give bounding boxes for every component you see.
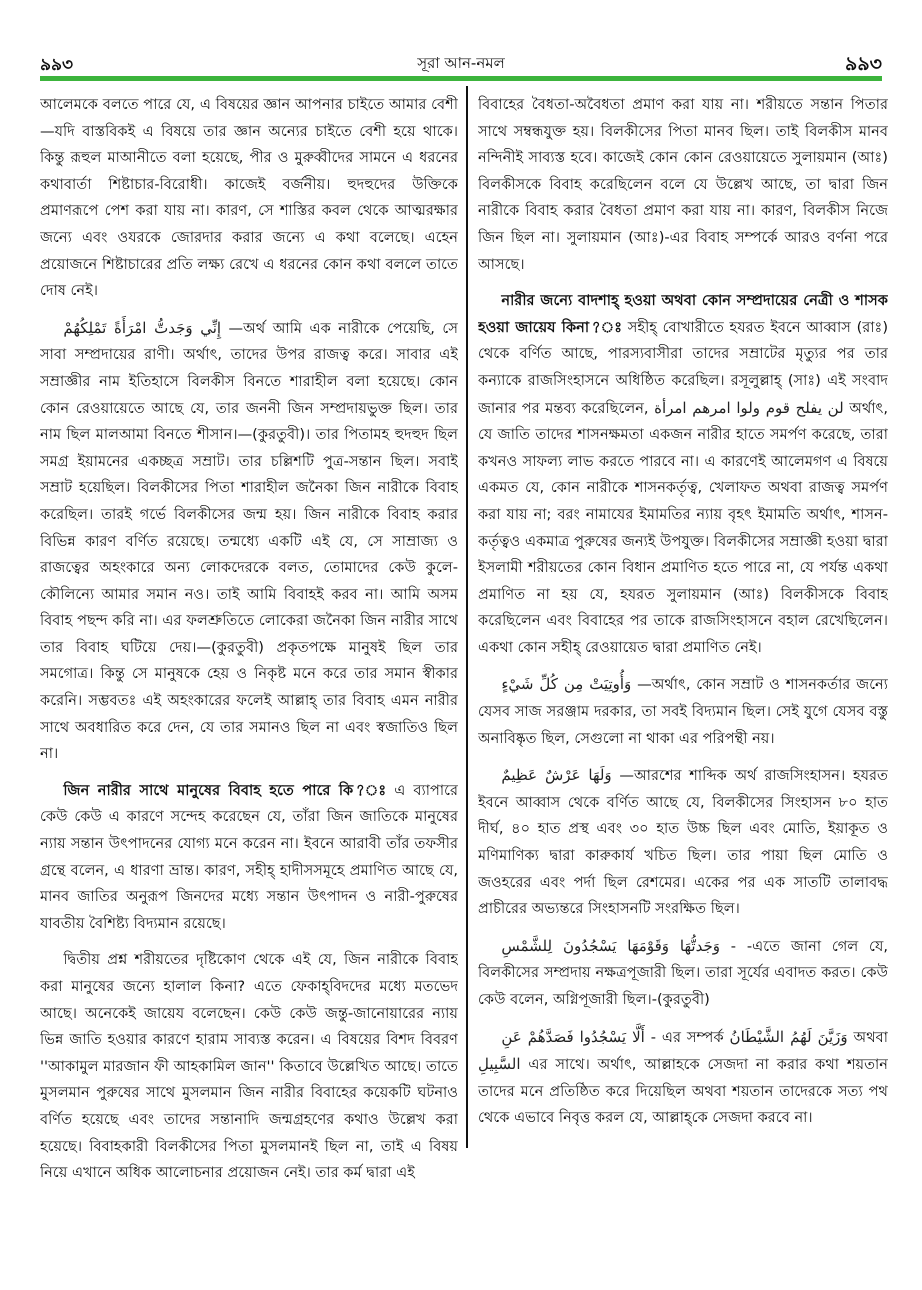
left-column — [40, 92, 458, 1272]
paragraph-text: দ্বিতীয় প্রশ্ন শরীয়তের দৃষ্টিকোণ থেকে এই যে, জিন নারীকে বিবাহ করা মানুষের জন্যে হালাল কিনা? এতে ফেকাহ্‌বিদদের মধ্যে মতভেদ আছে। অনেকেই জায়েয বলেছেন। কেউ কেউ জন্তু-জানোয়ারের ন্যায় ভিন্ন জাতি হওয়ার কারণে হারাম সাব্যস্ত করেন। এ বিষয়ের বিশদ বিবরণ ''আকামুল মারজান ফী আহকামিল জান'' কিতাবে উল্লেখিত আছে। তাতে মুসলমান পুরুষের সাথে মুসলমান জিন নারীর বিবাহের কয়েকটি ঘটনাও বর্ণিত হয়েছে এবং তাদের সন্তানাদি জন্মগ্রহণের কথাও উল্লেখ করা হয়েছে। বিবাহকারী বিলকীসের পিতা মুসলমানই ছিল না, তাই এ বিষয় নিয়ে এখানে অধিক আলোচনার প্রয়োজন নেই। তার কর্ম দ্বারা এই — [40, 951, 458, 1182]
header-rule — [40, 76, 882, 81]
paragraph — [478, 762, 888, 923]
paragraph — [40, 947, 458, 1186]
right-column — [478, 92, 888, 1272]
paragraph-text: - -এতে জানা গেল যে, বিলকীসের সম্প্রদায় নক্ষত্রপূজারী ছিল। তারা সূর্যের এবাদত করত। কেউ কেউ বলেন, অগ্নিপূজারী ছিল।-(কুরতুবী) — [478, 937, 888, 1008]
paragraph-text: সহীহ্ বোখারীতে হযরত ইবনে আব্বাস (রাঃ) থেকে বর্ণিত আছে, পারস্যবাসীরা তাদের সম্রাটের মৃত্যুর পর তার কন্যাকে রাজসিংহাসনে অধিষ্ঠিত করেছিল। রসূলুল্লাহ্ (সাঃ) এই সংবাদ জানার পর মন্তব্য করেছিলেন, — [478, 318, 888, 417]
paragraph — [478, 92, 888, 278]
paragraph-text: —অর্থাৎ, কোন সম্রাট ও শাসনকর্তার জন্যে যেসব সাজ সরঞ্জাম দরকার, তা সবই বিদ্যমান ছিল। সেই যুগে যেসব বস্তু অনাবিষ্কৃত ছিল, সেগুলো না থাকা এর পরিপন্থী নয়। — [478, 676, 888, 747]
arabic-verse: فَصَدَّهُمْ عَنِ — [501, 1027, 574, 1046]
paragraph — [40, 778, 458, 938]
paragraph-text: —অর্থ আমি এক নারীকে পেয়েছি, সে সাবা সম্প্রদায়ের রাণী। অর্থাৎ, তাদের উপর রাজত্ব করে। সাবার এই সম্রাজ্ঞীর নাম ইতিহাসে বিলকীস বিনতে শারাহীল বলা হয়েছে। কোন কোন রেওয়ায়েতে আছে যে, তার জননী জিন সম্প্রদায়ভুক্ত ছিল। তার নাম ছিল মালআমা বিনতে শীসান।—(কুরতুবী)। তার পিতামহ হুদহুদ ছিল সমগ্র ইয়ামনের একচ্ছত্র সম্রাট। তার চল্লিশটি পুত্র-সন্তান ছিল। সবাই সম্রাট হয়েছিল। বিলকীসের পিতা শারাহীল জনৈকা জিন নারীকে বিবাহ করেছিল। তারই গর্ভে বিলকীসের জন্ম হয়। জিন নারীকে বিবাহ করার বিভিন্ন কারণ বর্ণিত রয়েছে। তন্মধ্যে একটি এই যে, সে সাম্রাজ্য ও রাজত্বের অহংকারে অন্য লোকদেরকে বলত, তোমাদের কেউ কুলে-কৌলিন্যে আমার সমান নও। তাই আমি বিবাহই করব না। আমি অসম বিবাহ পছন্দ করি না। এর ফলশ্রুতিতে লোকেরা জনৈকা জিন নারীর সাথে তার বিবাহ ঘটিয়ে দেয়।—(কুরতুবী) প্রকৃতপক্ষে মানুষই ছিল তার সমগোত্র। কিন্তু সে মানুষকে হেয় ও নিকৃষ্ট মনে করে তার সমান স্বীকার করেনি। সম্ভবতঃ এই অহংকারের ফলেই আল্লাহ্ তার বিবাহ এমন নারীর সাথে অবধারিত করে দেন, যে তার সমানও ছিল না এবং স্বজাতিও ছিল না। — [40, 319, 458, 763]
paragraph-text: অর্থাৎ, যে জাতি তাদের শাসনক্ষমতা একজন নারীর হাতে সমর্পণ করেছে, তারা কখনও সাফল্য লাভ করতে পারবে না। এ কারণেই আলেমগণ এ বিষয়ে একমত যে, কোন নারীকে শাসনকর্তৃত্ব, খেলাফত অথবা রাজত্ব সমর্পণ করা যায় না; বরং নামাযের ইমামতির ন্যায় বৃহৎ ইমামতি অর্থাৎ, শাসন-কর্তৃত্বও একমাত্র পুরুষের জন্যই উপযুক্ত। বিলকীসের সম্রাজ্ঞী হওয়া দ্বারা ইসলামী শরীয়তের কোন বিধান প্রমাণিত হতে পারে না, যে পর্যন্ত একথা প্রমাণিত না হয় যে, হযরত সুলায়মান (আঃ) বিলকীসকে বিবাহ করেছিলেন এবং বিবাহের পর তাকে রাজসিংহাসনে বহাল রেখেছিলেন। একথা কোন সহীহ্ রেওয়ায়েত দ্বারা প্রমাণিত নেই। — [478, 399, 888, 656]
page-header — [0, 0, 922, 78]
arabic-verse: وَجَدتُّهَا وَقَوْمَهَا يَسْجُدُونَ لِلشَّمْسِ — [501, 936, 720, 955]
arabic-verse: وَأُوتِيَتْ مِن كُلِّ شَيْءٍ — [501, 675, 632, 694]
arabic-verse: وَزَيَّنَ لَهُمُ الشَّيْطَانُ — [729, 1027, 848, 1046]
paragraph — [40, 92, 458, 305]
paragraph-text: অথবা — [847, 1028, 888, 1046]
paragraph-text: এ ব্যাপারে কেউ কেউ এ কারণে সন্দেহ করেছেন যে, তাঁরা জিন জাতিকে মানুষের ন্যায় সন্তান উৎপাদনের যোগ্য মনে করেন না। ইবনে আরাবী তাঁর তফসীর গ্রন্থে বলেন, এ ধারণা ভ্রান্ত। কারণ, সহীহ্ হাদীসসমূহে প্রমাণিত আছে যে, মানব জাতির অনুরূপ জিনদের মধ্যে সন্তান উৎপাদন ও নারী-পুরুষের যাবতীয় বৈশিষ্ট্য বিদ্যমান রয়েছে। — [40, 781, 458, 932]
running-title: সূরা আন-নমল — [417, 54, 505, 72]
paragraph-text: আলেমকে বলতে পারে যে, এ বিষয়ের জ্ঞান আপনার চাইতে আমার বেশী—যদি বাস্তবিকই এ বিষয়ে তার জ্ঞান অন্যের চাইতে বেশী হয়ে থাকে। কিন্তু রূহুল মাআনীতে বলা হয়েছে, পীর ও মুরুব্বীদের সামনে এ ধরনের কথাবার্তা শিষ্টাচার-বিরোধী। কাজেই বর্জনীয়। হুদহুদের উক্তিকে প্রমাণরূপে পেশ করা যায় না। কারণ, সে শাস্তির কবল থেকে আত্মরক্ষার জন্যে এবং ওযরকে জোরদার করার জন্যে এ কথা বলেছে। এহেন প্রয়োজনে শিষ্টাচারের প্রতি লক্ষ্য রেখে এ ধরনের কোন কথা বললে তাতে দোষ নেই। — [40, 96, 458, 300]
page-number-right: ৯৯৩ — [844, 53, 882, 75]
paragraph-text: - এর সম্পর্ক — [644, 1028, 730, 1046]
arabic-verse: أَلَّا يَسْجُدُوا — [579, 1027, 645, 1046]
paragraph — [478, 933, 888, 1014]
section-heading: জিন নারীর সাথে মানুষের বিবাহ হতে পারে কি?ঃ — [63, 781, 387, 799]
paragraph — [478, 671, 888, 752]
page-number-left: ৯৯৩ — [40, 55, 74, 75]
paragraph — [478, 1024, 888, 1132]
arabic-verse: وَلَهَا عَرْشٌ عَظِيمٌ — [501, 766, 612, 785]
column-divider — [466, 86, 468, 1148]
paragraph-text: —আরশের শাব্দিক অর্থ রাজসিংহাসন। হযরত ইবনে আব্বাস থেকে বর্ণিত আছে যে, বিলকীসের সিংহাসন ৮০ হাত দীর্ঘ, ৪০ হাত প্রস্থ এবং ৩০ হাত উচ্চ ছিল এবং মোতি, ইয়াকূত ও মণিমাণিক্য দ্বারা কারুকার্য খচিত ছিল। তার পায়া ছিল মোতি ও জওহরের এবং পর্দা ছিল রেশমের। একের পর এক সাতটি তালাবদ্ধ প্রাচীরের অভ্যন্তরে সিংহাসনটি সংরক্ষিত ছিল। — [478, 767, 888, 918]
paragraph-text: বিবাহের বৈধতা-অবৈধতা প্রমাণ করা যায় না। শরীয়তে সন্তান পিতার সাথে সম্বন্ধযুক্ত হয়। বিলকীসের পিতা মানব ছিল। তাই বিলকীস মানব নন্দিনীই সাব্যস্ত হবে। কাজেই কোন কোন রেওয়ায়েতে সুলায়মান (আঃ) বিলকীসকে বিবাহ করেছিলেন বলে যে উল্লেখ আছে, তা দ্বারা জিন নারীকে বিবাহ করার বৈধতা প্রমাণ করা যায় না। কারণ, বিলকীস নিজে জিন ছিল না। সুলায়মান (আঃ)-এর বিবাহ সম্পর্কে আরও বর্ণনা পরে আসছে। — [478, 96, 888, 273]
paragraph-text: এর সাথে। অর্থাৎ, আল্লাহকে সেজদা না করার কথা শয়তান তাদের মনে প্রতিষ্ঠিত করে দিয়েছিল অথবা শয়তান তাদেরকে সত্য পথ থেকে এভাবে নিবৃত্ত করল যে, আল্লাহ্‌কে সেজদা করবে না। — [478, 1056, 888, 1127]
arabic-verse: السَّبِيلِ — [478, 1055, 521, 1074]
paragraph — [40, 315, 458, 768]
arabic-hadith: لن يفلح قوم ولوا امرهم امرأة — [654, 398, 844, 417]
paragraph — [478, 288, 888, 661]
arabic-verse: إِنِّي وَجَدتُّ امْرَأَةً تَمْلِكُهُمْ — [63, 318, 222, 337]
section-heading: নারীর জন্যে বাদশাহ্ হওয়া অথবা কোন সম্প্রদায়ের নেত্রী ও শাসক হওয়া জায়েয কিনা?ঃ — [478, 292, 888, 336]
